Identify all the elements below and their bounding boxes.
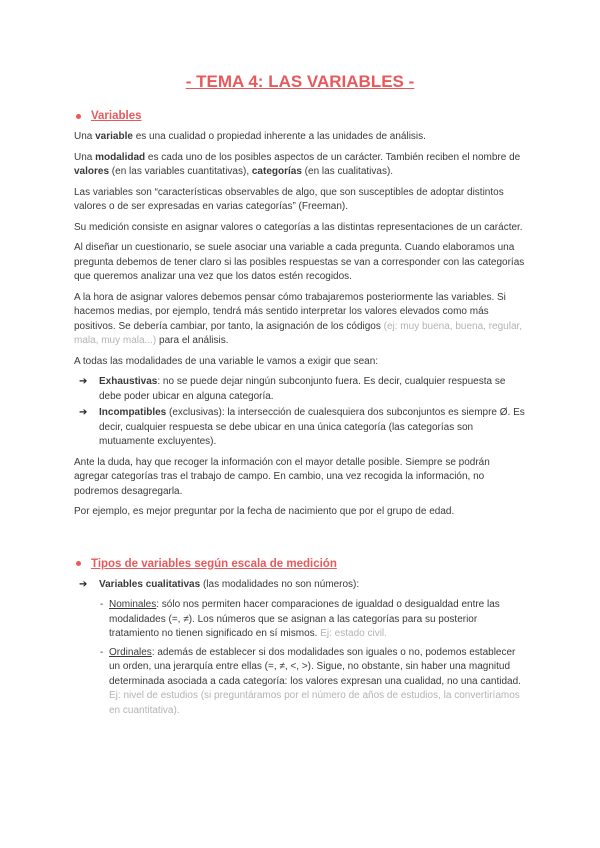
bullet-dot-icon (76, 561, 81, 566)
list-item-cualitativas: ➔ Variables cualitativas (las modalidades no son números): (74, 578, 526, 593)
arrow-right-icon: ➔ (79, 376, 88, 387)
example-text: (ej: muy buena, buena, regular, mala, muy mala...) (74, 320, 523, 346)
subtypes-list (74, 598, 526, 718)
paragraph-asignar-valores: A la hora de asignar valores debemos pensar cómo trabajaremos posteriormente las variables. Si hacemos medias, por ejemplo, tendrá más sentido interpretar los valores elevados como más positivos. Se debería cambiar, por tanto, la asignación de los códigos (ej: muy buena, buena, regular, mala, muy mala...) para el análisis. (74, 291, 523, 346)
paragraph-modalidades-intro: A todas las modalidades de una variable le vamos a exigir que sean: (74, 355, 379, 367)
page-title: - TEMA 4: LAS VARIABLES - (185, 72, 415, 91)
bullet-dot-icon (76, 114, 81, 119)
section-heading-variables: Variables (74, 110, 526, 122)
list-item-nominales: - Nominales: sólo nos permiten hacer comparaciones de igualdad o desigualdad entre las modalidades (=, ≠). Los números que se asignan a las categorías para su posterior tratamiento no tienen significado en sí mismos. Ej: estado civil. (100, 599, 500, 639)
arrow-right-icon: ➔ (79, 578, 88, 590)
types-list (74, 578, 526, 593)
arrow-right-icon: ➔ (79, 407, 88, 418)
paragraph-freeman-quote: Las variables son “características observables de algo, que son susceptibles de adoptar distintos valores o de ser expresadas en varias categorías” (Freeman). (74, 186, 504, 212)
list-item-ordinales: - Ordinales: además de establecer si dos modalidades son iguales o no, podemos establecer un orden, una jerarquía entre ellas (=, ≠, <, >). Sigue, no obstante, sin haber una magnitud determinada asociada a cada categoría: los valores expresan una cualidad, no una cantidad. Ej: nivel de estudios (si preguntáramos por el número de años de estudios, la convertiríamos en cuantitativa). (100, 646, 521, 716)
example-text: Ej: estado civil. (320, 628, 387, 639)
paragraph-ejemplo-fecha: Por ejemplo, es mejor preguntar por la fecha de nacimiento que por el grupo de edad. (74, 506, 455, 517)
paragraph-cuestionario: Al diseñar un cuestionario, se suele asociar una variable a cada pregunta. Cuando elaboramos una pregunta debemos de tener claro si las posibles respuestas se van a corresponder con las categorías que queremos analizar una vez que los datos estén recogidos. (74, 242, 525, 282)
list-item-incompatibles: ➔ Incompatibles (exclusivas): la intersección de cualesquiera dos subconjuntos es siempre Ø. Es decir, cualquier respuesta se debe ubicar en una única categoría (las categorías son mutuamente excluyentes). (74, 406, 526, 450)
example-text: Ej: nivel de estudios (si preguntáramos por el número de años de estudios, la convertiríamos en cuantitativa). (109, 690, 520, 716)
paragraph-medicion: Su medición consiste en asignar valores o categorías a las distintas representaciones de un carácter. (74, 221, 523, 233)
paragraph-ante-la-duda: Ante la duda, hay que recoger la información con el mayor detalle posible. Siempre se podrán agregar categorías tras el trabajo de campo. En cambio, una vez recogida la información, no podremos desagregarla. (74, 456, 490, 497)
section-heading-tipos: Tipos de variables según escala de medición (74, 558, 526, 570)
list-item-exhaustivas: ➔ Exhaustivas: no se puede dejar ningún subconjunto fuera. Es decir, cualquier respuesta se debe poder ubicar en alguna categoría. (74, 375, 526, 404)
requirements-list (74, 375, 526, 450)
paragraph-modalidad-definition: Una modalidad es cada uno de los posibles aspectos de un carácter. También reciben el nombre de valores (en las variables cuantitativas), categorías (en las cualitativas). (74, 151, 521, 177)
paragraph-variable-definition: Una variable es una cualidad o propiedad inherente a las unidades de análisis. (74, 131, 426, 142)
